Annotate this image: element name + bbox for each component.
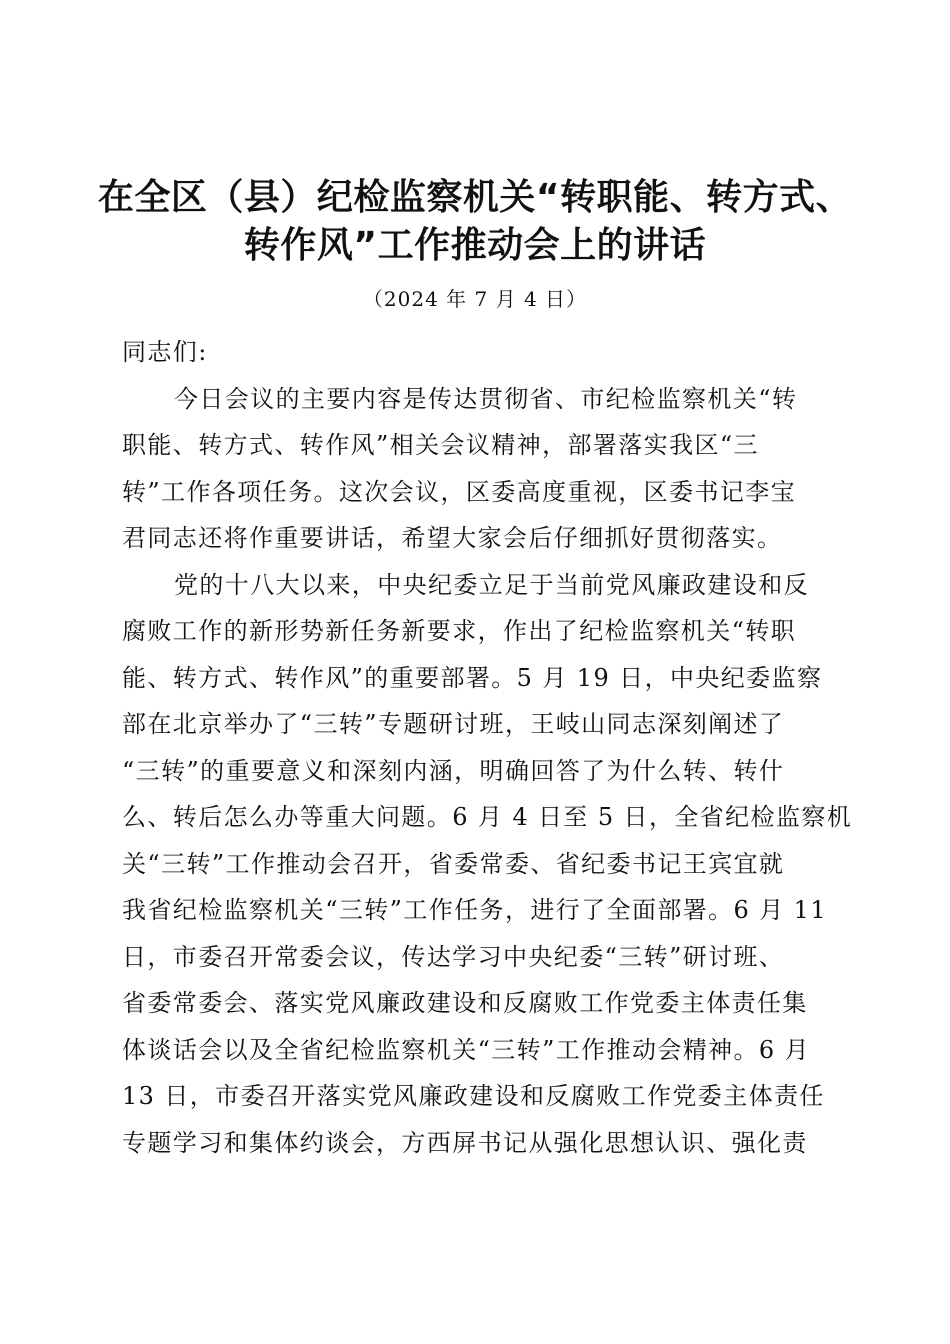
paragraph-line: 部在北京举办了“三转”专题研讨班，王岐山同志深刻阐述了: [122, 710, 785, 738]
paragraph-line: “三转”的重要意义和深刻内涵，明确回答了为什么转、转什: [122, 756, 785, 785]
paragraph-line: 省委常委会、落实党风廉政建设和反腐败工作党委主体责任集: [122, 989, 808, 1017]
paragraph-line: 关“三转”工作推动会召开，省委常委、省纪委书记王宾宜就: [122, 849, 785, 878]
paragraph-line: 能、转方式、转作风”的重要部署。5 月 19 日，中央纪委监察: [122, 663, 823, 692]
salutation-text: 同志们:: [122, 338, 208, 366]
paragraph-line: 今日会议的主要内容是传达贯彻省、市纪检监察机关“转: [174, 384, 798, 413]
document-body: [122, 329, 853, 1166]
paragraph-line: 日，市委召开常委会议，传达学习中央纪委“三转”研讨班、: [122, 942, 785, 971]
paragraph-line: 体谈话会以及全省纪检监察机关“三转”工作推动会精神。6 月: [122, 1035, 811, 1064]
paragraph-line: 专题学习和集体约谈会，方西屏书记从强化思想认识、强化责: [122, 1128, 808, 1157]
paragraph-line: 君同志还将作重要讲话，希望大家会后仔细抓好贯彻落实。: [122, 524, 783, 552]
salutation: [122, 329, 838, 376]
title-line-2: 转作风”工作推动会上的讲话: [243, 225, 707, 266]
paragraph-line: 13 日，市委召开落实党风廉政建设和反腐败工作党委主体责任: [122, 1082, 825, 1110]
paragraph-line: 么、转后怎么办等重大问题。6 月 4 日至 5 日，全省纪检监察机: [122, 803, 853, 831]
paragraph-1: [122, 376, 838, 562]
paragraph-line: 转”工作各项任务。这次会议，区委高度重视，区委书记李宝: [122, 477, 797, 506]
paragraph-line: 党的十八大以来，中央纪委立足于当前党风廉政建设和反: [174, 570, 809, 599]
paragraph-line: 腐败工作的新形势新任务新要求，作出了纪检监察机关“转职: [122, 617, 797, 645]
title-line-1: 在全区（县）纪检监察机关“转职能、转方式、: [97, 177, 853, 218]
paragraph-line: 我省纪检监察机关“三转”工作任务，进行了全面部署。6 月 11: [122, 896, 828, 924]
paragraph-2: [122, 562, 853, 1167]
speech-date: （2024 年 7 月 4 日）: [362, 287, 588, 311]
paragraph-line: 职能、转方式、转作风”相关会议精神，部署落实我区“三: [122, 431, 759, 459]
